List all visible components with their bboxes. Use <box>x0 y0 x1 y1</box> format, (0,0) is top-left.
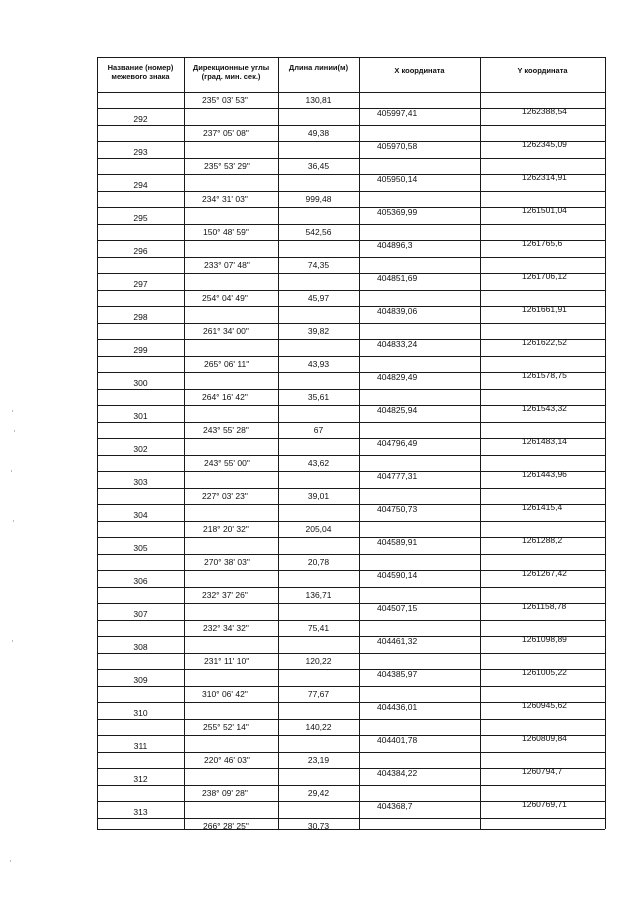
y-coordinate-cell: 1262388,54 <box>522 105 567 116</box>
length-cell: 39,01 <box>307 491 330 501</box>
x-coordinate-cell: 404401,78 <box>377 734 418 745</box>
length-cell: 74,35 <box>307 260 330 270</box>
point-name-cell: 309 <box>133 674 148 685</box>
length-cell: 30,73 <box>307 821 330 831</box>
length-cell: 140,22 <box>305 722 332 732</box>
length-cell: 20,78 <box>307 557 330 567</box>
length-cell: 130,81 <box>305 95 332 105</box>
y-coordinate-cell: 1261267,42 <box>522 567 567 578</box>
length-cell: 49,38 <box>307 128 330 138</box>
row-rule <box>97 587 605 588</box>
angle-cell: 243° 55' 00" <box>204 458 250 468</box>
row-rule <box>97 92 605 93</box>
scan-speck <box>13 520 14 522</box>
angle-cell: 310° 06' 42" <box>202 689 248 699</box>
x-coordinate-cell: 404851,69 <box>377 272 418 283</box>
length-cell: 120,22 <box>305 656 332 666</box>
angle-cell: 238° 09' 28" <box>202 788 248 798</box>
row-rule <box>97 257 605 258</box>
header-y: Y координата <box>517 66 568 75</box>
column-rule <box>359 57 360 829</box>
angle-cell: 227° 03' 23" <box>202 491 248 501</box>
row-rule <box>97 191 605 192</box>
length-cell: 999,48 <box>305 194 332 204</box>
y-coordinate-cell: 1261005,22 <box>522 666 567 677</box>
row-rule <box>97 719 605 720</box>
x-coordinate-cell: 404796,49 <box>377 437 418 448</box>
y-coordinate-cell: 1261706,12 <box>522 270 567 281</box>
length-cell: 36,45 <box>307 161 330 171</box>
point-name-cell: 306 <box>133 575 148 586</box>
length-cell: 39,82 <box>307 326 330 336</box>
angle-cell: 235° 03' 53" <box>202 95 248 105</box>
angle-cell: 231° 11' 10" <box>204 656 250 666</box>
y-coordinate-cell: 1260794,7 <box>522 765 563 776</box>
row-rule <box>97 653 605 654</box>
y-coordinate-cell: 1261578,75 <box>522 369 567 380</box>
point-name-cell: 295 <box>133 212 148 223</box>
point-name-cell: 294 <box>133 179 148 190</box>
x-coordinate-cell: 405369,99 <box>377 206 418 217</box>
row-rule <box>97 290 605 291</box>
point-name-cell: 303 <box>133 476 148 487</box>
row-rule <box>97 422 605 423</box>
y-coordinate-cell: 1260809,84 <box>522 732 567 743</box>
x-coordinate-cell: 405997,41 <box>377 107 418 118</box>
row-rule <box>97 356 605 357</box>
row-rule <box>97 554 605 555</box>
point-name-cell: 296 <box>133 245 148 256</box>
column-rule <box>480 57 481 829</box>
y-coordinate-cell: 1261765,6 <box>522 237 563 248</box>
angle-cell: 237° 05' 08" <box>203 128 249 138</box>
length-cell: 136,71 <box>305 590 332 600</box>
length-cell: 43,93 <box>307 359 330 369</box>
length-cell: 35,61 <box>307 392 330 402</box>
row-rule <box>97 224 605 225</box>
row-rule <box>97 125 605 126</box>
row-rule <box>97 57 605 58</box>
x-coordinate-cell: 404590,14 <box>377 569 418 580</box>
y-coordinate-cell: 1261443,96 <box>522 468 567 479</box>
point-name-cell: 297 <box>133 278 148 289</box>
angle-cell: 150° 48' 59" <box>203 227 249 237</box>
row-rule <box>97 818 605 819</box>
row-rule <box>97 455 605 456</box>
angle-cell: 264° 16' 42" <box>202 392 248 402</box>
point-name-cell: 292 <box>133 113 148 124</box>
y-coordinate-cell: 1262314,91 <box>522 171 567 182</box>
y-coordinate-cell: 1261661,91 <box>522 303 567 314</box>
x-coordinate-cell: 404385,97 <box>377 668 418 679</box>
header-length: Длина линии(м) <box>288 63 349 72</box>
coordinates-table <box>97 57 605 829</box>
x-coordinate-cell: 405950,14 <box>377 173 418 184</box>
point-name-cell: 312 <box>133 773 148 784</box>
scan-speck <box>12 410 13 412</box>
row-rule <box>97 323 605 324</box>
point-name-cell: 311 <box>133 740 148 751</box>
point-name-cell: 307 <box>133 608 148 619</box>
y-coordinate-cell: 1261483,14 <box>522 435 567 446</box>
angle-cell: 220° 46' 03" <box>204 755 250 765</box>
header-angle: Дирекционные углы (град. мин. сек.) <box>192 63 270 81</box>
length-cell: 77,67 <box>307 689 330 699</box>
point-name-cell: 304 <box>133 509 148 520</box>
y-coordinate-cell: 1261543,32 <box>522 402 567 413</box>
y-coordinate-cell: 1260945,62 <box>522 699 567 710</box>
x-coordinate-cell: 404829,49 <box>377 371 418 382</box>
length-cell: 205,04 <box>305 524 332 534</box>
y-coordinate-cell: 1262345,09 <box>522 138 567 149</box>
x-coordinate-cell: 404368,7 <box>377 800 413 811</box>
row-rule <box>97 389 605 390</box>
row-rule <box>97 620 605 621</box>
angle-cell: 232° 34' 32" <box>203 623 249 633</box>
y-coordinate-cell: 1261158,78 <box>522 600 567 611</box>
y-coordinate-cell: 1261288,2 <box>522 534 563 545</box>
angle-cell: 266° 28' 25" <box>203 821 249 831</box>
angle-cell: 234° 31' 03" <box>202 194 248 204</box>
y-coordinate-cell: 1261622,52 <box>522 336 567 347</box>
header-x: X координата <box>394 66 445 75</box>
point-name-cell: 310 <box>133 707 148 718</box>
row-rule <box>97 785 605 786</box>
angle-cell: 270° 38' 03" <box>204 557 250 567</box>
point-name-cell: 313 <box>133 806 148 817</box>
length-cell: 29,42 <box>307 788 330 798</box>
angle-cell: 232° 37' 26" <box>202 590 248 600</box>
point-name-cell: 302 <box>133 443 148 454</box>
header-name: Название (номер) межевого знака <box>107 63 174 81</box>
y-coordinate-cell: 1260769,71 <box>522 798 567 809</box>
x-coordinate-cell: 404750,73 <box>377 503 418 514</box>
column-rule <box>278 57 279 829</box>
point-name-cell: 308 <box>133 641 148 652</box>
scan-speck <box>10 860 11 862</box>
x-coordinate-cell: 405970,58 <box>377 140 418 151</box>
angle-cell: 255° 52' 14" <box>203 722 249 732</box>
y-coordinate-cell: 1261501,04 <box>522 204 567 215</box>
angle-cell: 218° 20' 32" <box>203 524 249 534</box>
x-coordinate-cell: 404825,94 <box>377 404 418 415</box>
angle-cell: 261° 34' 00" <box>203 326 249 336</box>
point-name-cell: 300 <box>133 377 148 388</box>
row-rule <box>97 521 605 522</box>
angle-cell: 243° 55' 28" <box>203 425 249 435</box>
angle-cell: 235° 53' 29" <box>204 161 250 171</box>
y-coordinate-cell: 1261098,89 <box>522 633 567 644</box>
length-cell: 75,41 <box>307 623 330 633</box>
row-rule <box>97 488 605 489</box>
length-cell: 45,97 <box>307 293 330 303</box>
x-coordinate-cell: 404507,15 <box>377 602 418 613</box>
angle-cell: 254° 04' 49" <box>202 293 248 303</box>
length-cell: 43,62 <box>307 458 330 468</box>
length-cell: 23,19 <box>307 755 330 765</box>
point-name-cell: 299 <box>133 344 148 355</box>
row-rule <box>97 686 605 687</box>
scan-speck <box>11 470 12 472</box>
x-coordinate-cell: 404777,31 <box>377 470 418 481</box>
x-coordinate-cell: 404896,3 <box>377 239 413 250</box>
row-rule <box>97 752 605 753</box>
y-coordinate-cell: 1261415,4 <box>522 501 563 512</box>
angle-cell: 265° 06' 11" <box>204 359 250 369</box>
point-name-cell: 293 <box>133 146 148 157</box>
point-name-cell: 298 <box>133 311 148 322</box>
x-coordinate-cell: 404833,24 <box>377 338 418 349</box>
scan-speck <box>14 430 15 432</box>
point-name-cell: 305 <box>133 542 148 553</box>
scan-speck <box>12 640 13 642</box>
angle-cell: 233° 07' 48" <box>204 260 250 270</box>
column-rule <box>605 57 606 829</box>
point-name-cell: 301 <box>133 410 148 421</box>
x-coordinate-cell: 404384,22 <box>377 767 418 778</box>
x-coordinate-cell: 404839,06 <box>377 305 418 316</box>
row-rule <box>97 158 605 159</box>
x-coordinate-cell: 404461,32 <box>377 635 418 646</box>
x-coordinate-cell: 404436,01 <box>377 701 418 712</box>
length-cell: 542,56 <box>305 227 332 237</box>
length-cell: 67 <box>313 425 324 435</box>
x-coordinate-cell: 404589,91 <box>377 536 418 547</box>
